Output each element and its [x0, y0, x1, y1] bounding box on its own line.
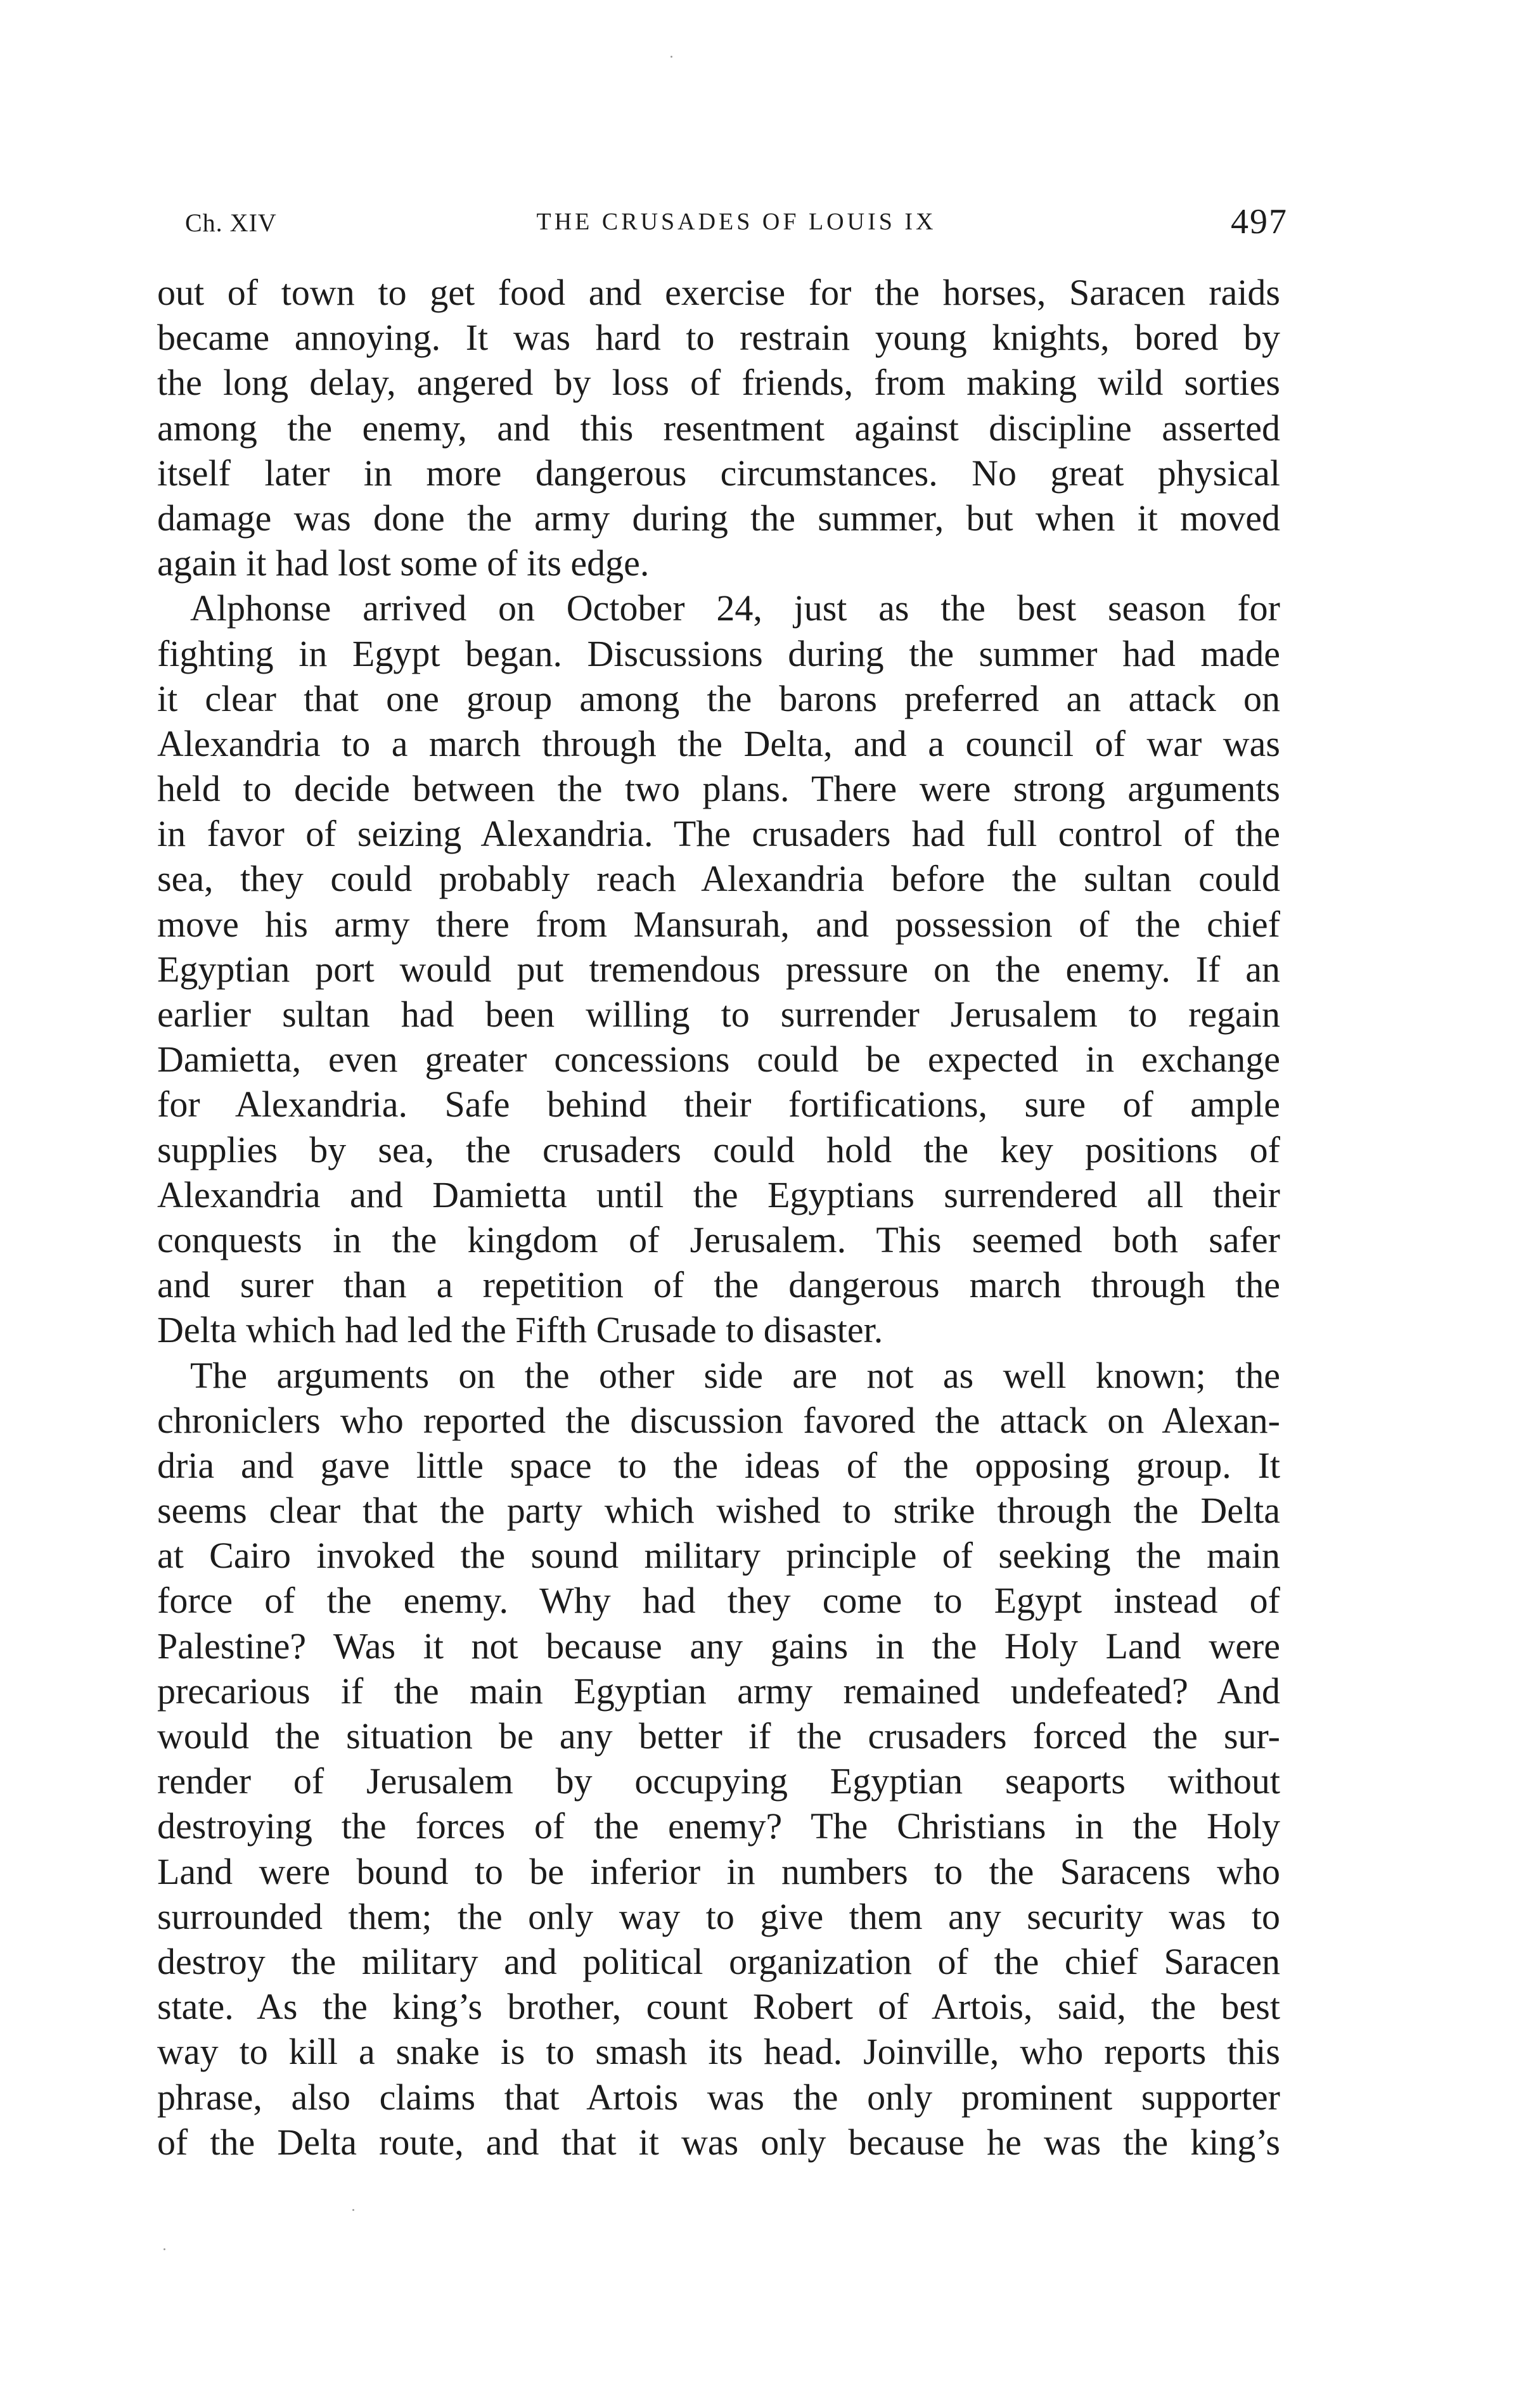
paragraph [157, 270, 1280, 586]
text-line: sea, they could probably reach Alexandria before the sultan could [157, 858, 1280, 900]
text-line: earlier sultan had been willing to surrender Jerusalem to regain [157, 994, 1280, 1035]
text-line: way to kill a snake is to smash its head. Joinville, who reports this [157, 2031, 1280, 2073]
text-line: again it had lost some of its edge. [157, 542, 650, 584]
text-line: held to decide between the two plans. There were strong arguments [157, 768, 1280, 810]
text-line: for Alexandria. Safe behind their fortifications, sure of ample [157, 1084, 1280, 1125]
text-line: out of town to get food and exercise for the horses, Saracen raids [157, 272, 1280, 313]
chapter-title: THE CRUSADES OF LOUIS IX [536, 208, 937, 235]
text-line: among the enemy, and this resentment against discipline asserted [157, 407, 1280, 449]
text-line: Damietta, even greater concessions could be expected in exchange [157, 1039, 1280, 1080]
running-head [185, 202, 1288, 252]
text-line: dria and gave little space to the ideas of the opposing group. It [157, 1444, 1280, 1486]
text-line: Alexandria to a march through the Delta, and a council of war was [157, 722, 1280, 764]
text-line: itself later in more dangerous circumstances. No great physical [157, 452, 1280, 494]
text-line: at Cairo invoked the sound military principle of seeking the main [157, 1535, 1280, 1577]
text-line: and surer than a repetition of the dangerous march through the [157, 1264, 1280, 1306]
text-line: supplies by sea, the crusaders could hold the key positions of [157, 1129, 1280, 1170]
text-line: became annoying. It was hard to restrain young knights, bored by [157, 317, 1280, 359]
text-line: Delta which had led the Fifth Crusade to disaster. [157, 1309, 883, 1351]
page-number: 497 [1231, 202, 1288, 241]
text-line: surrounded them; the only way to give them any security was to [157, 1895, 1280, 1937]
text-line: it clear that one group among the barons preferred an attack on [157, 677, 1280, 719]
text-line: of the Delta route, and that it was only because he was the king’s [157, 2121, 1280, 2163]
text-line: conquests in the kingdom of Jerusalem. This seemed both safer [157, 1219, 1280, 1260]
paper-speck [671, 56, 672, 58]
text-line: in favor of seizing Alexandria. The crusaders had full control of the [157, 813, 1280, 855]
text-line: force of the enemy. Why had they come to Egypt instead of [157, 1580, 1280, 1622]
text-line: destroy the military and political organization of the chief Saracen [157, 1940, 1280, 1982]
paragraph [157, 586, 1280, 1352]
paragraph [157, 1353, 1280, 2165]
text-line: Palestine? Was it not because any gains in the Holy Land were [157, 1625, 1280, 1667]
text-line: Land were bound to be inferior in numbers to the Saracens who [157, 1850, 1280, 1892]
text-line: the long delay, angered by loss of friends, from making wild sorties [157, 362, 1280, 404]
paper-speck [164, 2248, 165, 2250]
body-text [157, 270, 1280, 2165]
text-line: Alphonse arrived on October 24, just as the best season for [190, 587, 1280, 629]
text-line: precarious if the main Egyptian army remained undefeated? And [157, 1670, 1280, 1712]
text-line: state. As the king’s brother, count Robert of Artois, said, the best [157, 1986, 1280, 2028]
text-line: would the situation be any better if the crusaders forced the sur- [157, 1715, 1280, 1757]
text-line: damage was done the army during the summer, but when it moved [157, 497, 1280, 539]
text-line: seems clear that the party which wished to strike through the Delta [157, 1490, 1280, 1532]
text-line: fighting in Egypt began. Discussions during the summer had made [157, 632, 1280, 674]
text-line: Alexandria and Damietta until the Egyptians surrendered all their [157, 1174, 1280, 1215]
paper-speck [352, 2209, 354, 2211]
text-line: phrase, also claims that Artois was the only prominent supporter [157, 2076, 1280, 2118]
text-line: Egyptian port would put tremendous pressure on the enemy. If an [157, 948, 1280, 990]
text-line: move his army there from Mansurah, and possession of the chief [157, 903, 1280, 945]
text-line: chroniclers who reported the discussion favored the attack on Alexan- [157, 1399, 1280, 1441]
text-line: The arguments on the other side are not as well known; the [190, 1354, 1280, 1396]
chapter-label: Ch. XIV [185, 208, 277, 237]
text-line: render of Jerusalem by occupying Egyptian seaports without [157, 1760, 1280, 1802]
text-line: destroying the forces of the enemy? The Christians in the Holy [157, 1805, 1280, 1847]
